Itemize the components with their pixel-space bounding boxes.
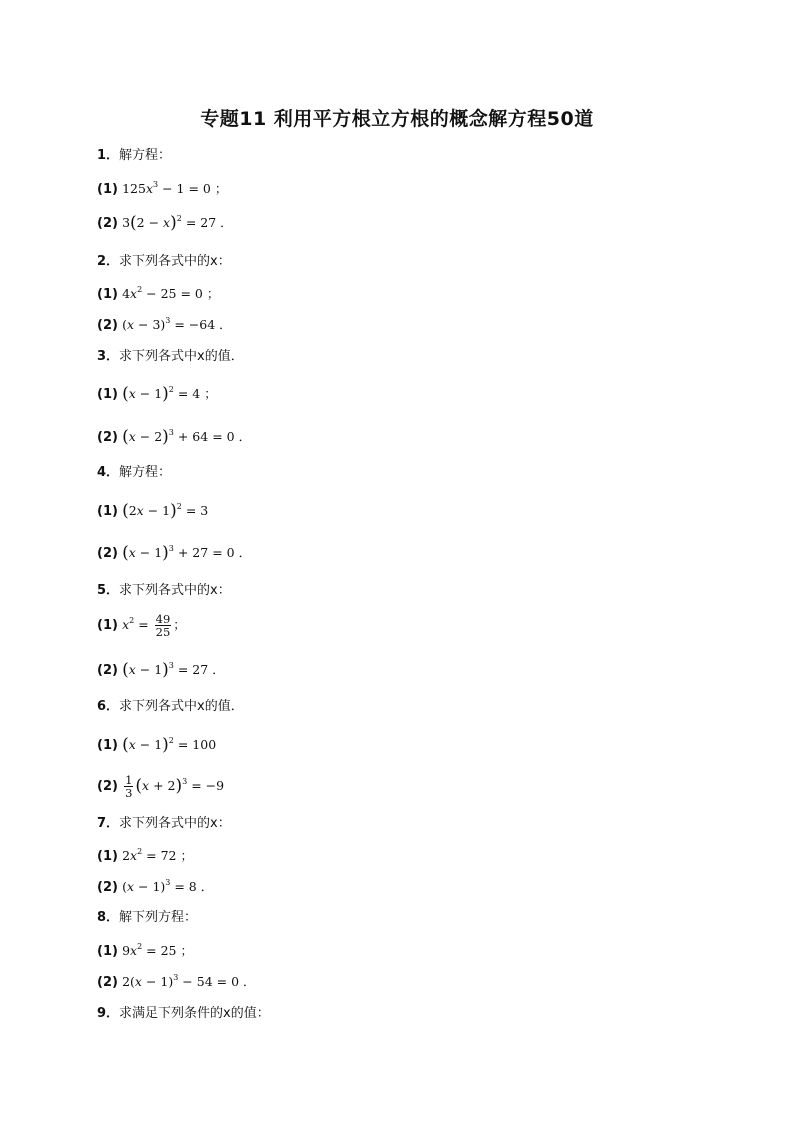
question-5 bbox=[97, 582, 231, 600]
q3-part-2 bbox=[97, 428, 251, 447]
question-number: 2． bbox=[97, 254, 120, 269]
equation: $(x - 1)^3 = 8$ ． bbox=[122, 878, 214, 894]
part-label: (1) bbox=[97, 738, 118, 753]
part-label: (1) bbox=[97, 618, 118, 633]
question-text: 求下列各式中x的值． bbox=[119, 349, 244, 364]
part-label: (1) bbox=[97, 504, 118, 519]
question-number: 6． bbox=[97, 699, 120, 714]
question-number: 8． bbox=[97, 910, 120, 925]
equation: $(x - 2)^3 + 64 = 0$ ． bbox=[122, 427, 252, 447]
question-text: 求满足下列条件的x的值： bbox=[119, 1006, 270, 1021]
equation: $\frac{1}{3}$ $(x + 2)^3 = -9$ bbox=[125, 773, 225, 800]
equation: $4x^2 - 25 = 0$ ； bbox=[122, 285, 220, 301]
q8-part-2 bbox=[97, 973, 256, 992]
question-number: 1． bbox=[97, 148, 120, 163]
question-4 bbox=[97, 464, 171, 482]
equation: $(x - 1)^3 = 27$ ． bbox=[122, 660, 225, 680]
part-label: (1) bbox=[97, 849, 118, 864]
part-label: (1) bbox=[97, 387, 118, 402]
fraction: $\frac{1}{3}$ bbox=[125, 773, 133, 800]
q6-part-2 bbox=[97, 774, 224, 799]
equation: $9x^2 = 25$ ； bbox=[122, 942, 193, 958]
q8-part-1 bbox=[97, 942, 193, 961]
part-label: (2) bbox=[97, 318, 118, 333]
part-label: (2) bbox=[97, 546, 118, 561]
question-6 bbox=[97, 698, 244, 716]
part-label: (1) bbox=[97, 182, 118, 197]
question-text: 求下列各式中的x： bbox=[119, 583, 231, 598]
equation: $(x - 1)^2 = 4$ ； bbox=[122, 384, 217, 404]
equation: $(x - 3)^3 = -64$ ． bbox=[122, 316, 232, 332]
part-label: (1) bbox=[97, 944, 118, 959]
question-number: 7． bbox=[97, 816, 120, 831]
question-1 bbox=[97, 147, 171, 165]
equation: $2(x - 1)^3 - 54 = 0$ ． bbox=[122, 973, 256, 989]
question-text: 求下列各式中的x： bbox=[119, 254, 231, 269]
question-8 bbox=[97, 909, 197, 927]
question-text: 求下列各式中x的值． bbox=[119, 699, 244, 714]
q1-part-1 bbox=[97, 180, 227, 199]
question-number: 9． bbox=[97, 1006, 120, 1021]
equation: $(x - 1)^2 = 100$ bbox=[122, 735, 217, 755]
question-number: 5． bbox=[97, 583, 120, 598]
q4-part-2 bbox=[97, 544, 251, 563]
part-label: (2) bbox=[97, 779, 118, 794]
page-title: 专题11 利用平方根立方根的概念解方程50道 bbox=[200, 108, 594, 130]
q5-part-1 bbox=[97, 613, 186, 638]
question-text: 求下列各式中的x： bbox=[119, 816, 231, 831]
part-label: (2) bbox=[97, 430, 118, 445]
equation: $125x^3 - 1 = 0$ ； bbox=[122, 180, 228, 196]
q2-part-2 bbox=[97, 316, 232, 335]
question-number: 4． bbox=[97, 465, 120, 480]
q7-part-2 bbox=[97, 878, 213, 897]
q7-part-1 bbox=[97, 847, 193, 866]
part-label: (2) bbox=[97, 663, 118, 678]
question-9 bbox=[97, 1005, 270, 1023]
equation: $2x^2 = 72$ ； bbox=[122, 847, 193, 863]
q1-part-2 bbox=[97, 214, 233, 233]
part-label: (2) bbox=[97, 975, 118, 990]
question-3 bbox=[97, 348, 244, 366]
q3-part-1 bbox=[97, 385, 217, 404]
question-text: 解方程： bbox=[119, 465, 172, 480]
equation: $x^2$ = $\frac{49}{25}$ ； bbox=[122, 612, 186, 639]
part-label: (1) bbox=[97, 287, 118, 302]
q5-part-2 bbox=[97, 661, 225, 680]
q2-part-1 bbox=[97, 285, 219, 304]
equation: $3(2 - x)^2 = 27$ ． bbox=[122, 213, 233, 233]
fraction: $\frac{49}{25}$ bbox=[155, 612, 171, 639]
equation: $(2x - 1)^2 = 3$ bbox=[122, 501, 209, 521]
question-2 bbox=[97, 253, 231, 271]
q6-part-1 bbox=[97, 736, 216, 755]
part-label: (2) bbox=[97, 216, 118, 231]
question-text: 解下列方程： bbox=[119, 910, 198, 925]
question-number: 3． bbox=[97, 349, 120, 364]
q4-part-1 bbox=[97, 502, 208, 521]
question-text: 解方程： bbox=[119, 148, 172, 163]
equation: $(x - 1)^3 + 27 = 0$ ． bbox=[122, 543, 252, 563]
question-7 bbox=[97, 815, 231, 833]
part-label: (2) bbox=[97, 880, 118, 895]
